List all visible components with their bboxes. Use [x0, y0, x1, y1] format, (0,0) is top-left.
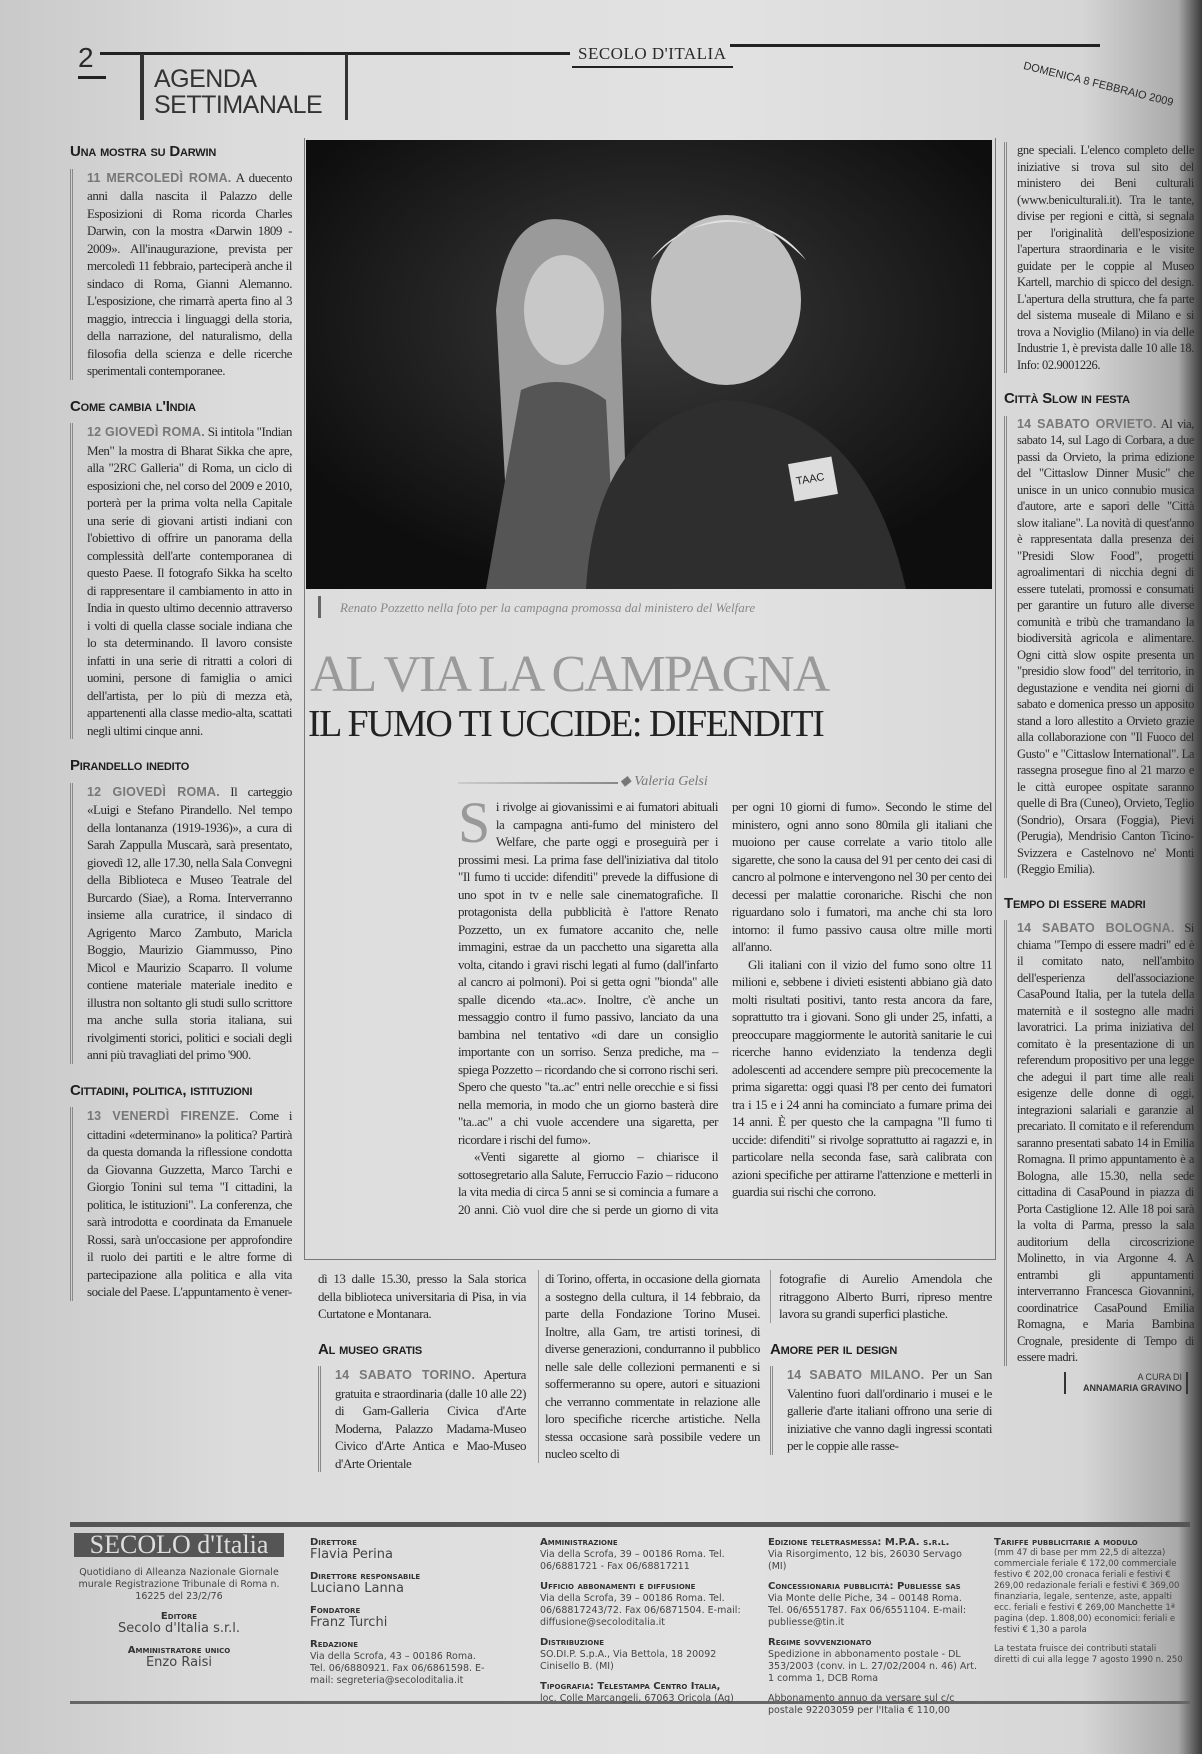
- section-body: [70, 783, 292, 1064]
- page-header: [70, 40, 1190, 120]
- sidebar-item-pirandello: [70, 757, 292, 1064]
- value: Abbonamento annuo da versare sul c/c postale 92203059 per l'Italia € 110,00: [768, 1693, 955, 1716]
- section-heading: Città Slow in festa: [1004, 390, 1130, 407]
- byline-author: Valeria Gelsi: [634, 774, 708, 789]
- section-heading: Amore per il design: [770, 1340, 898, 1358]
- signature-label: A CURA DI: [1137, 1371, 1182, 1382]
- value: loc. Colle Marcangeli, 67063 Oricola (Aq): [540, 1693, 734, 1704]
- editor-signature: [1064, 1372, 1188, 1394]
- section-heading: Una mostra su Darwin: [70, 143, 217, 160]
- man-face: [651, 215, 801, 385]
- value: Luciano Lanna: [310, 1581, 404, 1596]
- section-text: Si chiama "Tempo di essere madri" ed è il comitato nato, nell'ambito dell'esperienza dell'associazione CasaPound Italia, per la tutela della maternità e il sostegno alle madri lavoratrici. La prima iniziativa del comitato è la presentazione di un referendum propositivo per una legge che adegui il part time alle reali esigenze delle donne di oggi, integrazioni salariali e garanzie al precariato. Il comitato e il referendum saranno presentati sabato 14 in Emilia Romagna. Il primo appuntamento è a Bologna, alle 15.30, nella sede cittadina di CasaPound in piazza di Porta Castiglione 12. Alle 18 poi sarà la volta di Parma, presso la sala auditorium della circoscrizione Molinetto, in via Argonne 4. A entrambi gli appuntamenti interverranno Francesca Giovannini, coordinatrice CasaPound Emilia Romagna, e Maria Bambina Crognale, presidente di Tempo di essere madri.: [1017, 921, 1194, 1364]
- section-body: [70, 1107, 292, 1301]
- section-text: Il carteggio «Luigi e Stefano Pirandello. Nel tempo della lontananza (1919-1936)», a cura di Sarah Zappulla Muscarà, sarà presentato, giovedì 12, alle 17.30, nella Sala Convegni della Biblioteca e Museo Teatrale del Burcardo (Siae), a Roma. Interverranno insieme alla curatrice, il sindaco di Agrigento Marco Zambuto, Maricla Boggio, Maurizio Giammusso, Pino Micol e Maurizio Scaparro. Il volume contiene materiale materiale inedito e illustra non soltanto gli studi sullo scrittore ma anche sulla storia italiana, sui rivolgimenti storici, politici e sociali degli anni più travagliati del primo '900.: [87, 783, 292, 1062]
- label: Tariffe pubblicitarie a modulo: [994, 1537, 1138, 1548]
- event-date: 13 VENERDÌ FIRENZE.: [87, 1109, 240, 1123]
- section-title-box: [140, 54, 348, 120]
- headline-kicker: AL VIA LA CAMPAGNA: [310, 646, 829, 703]
- section-body: [770, 1270, 992, 1323]
- event-date: 14 SABATO BOLOGNA.: [1017, 921, 1175, 935]
- sidebar-item-india: [70, 398, 292, 740]
- value: La testata fruisce dei contributi statali diretti di cui alla legge 7 agosto 1990 n. 250: [994, 1644, 1183, 1665]
- section-text: fotografie di Aurelio Amendola che ritraggono Alberto Burri, ripreso mentre lavora su grandi superfici plastiche.: [779, 1271, 992, 1321]
- section-body: [318, 1270, 526, 1323]
- colophon-rates: [994, 1537, 1184, 1666]
- footer-logo: SECOLO d'Italia: [74, 1533, 284, 1557]
- event-date: 14 SABATO TORINO.: [335, 1368, 476, 1382]
- label: Tipografia: Telestampa Centro Italia,: [540, 1681, 721, 1692]
- header-rule-right: [730, 44, 1100, 47]
- value: SO.DI.P. S.p.A., Via Bettola, 18 20092 Cinisello B. (MI): [540, 1649, 717, 1672]
- design-column: [770, 1270, 992, 1455]
- section-text: A duecento anni dalla nascita il Palazzo delle Esposizioni di Roma ricorda Charles Darwin, con la mostra «Darwin 1809 - 2009». All'inaugurazione, prevista per mercoledì 11 febbraio, parteciperà anche il sindaco di Roma, Gianni Alemanno. L'esposizione, che rimarrà aperta fino al 3 maggio, intreccia i linguaggi della storia, della narrazione, del naturalismo, della filosofia della scienza e delle ricerche sperimentali contemporanee.: [87, 169, 292, 378]
- label: Direttore responsabile: [310, 1571, 421, 1582]
- label: Amministrazione: [540, 1537, 618, 1548]
- byline: [620, 773, 708, 790]
- event-date: 11 MERCOLEDÌ ROMA.: [87, 170, 232, 185]
- section-text: Al via, sabato 14, sul Lago di Corbara, a due passi da Orvieto, la prima edizione del "Cittaslow Dinner Music" che unisce in un unico connubio musica d'autore, arte e sapori delle "Città slow italiane". La novità di quest'anno è rappresentata dalla presenza dei "Presidi Slow Food", progetti agroalimentari di nicchia degni di essere tutelati, promossi e consumati per garantire un futuro alle diverse comunità e tribù che tramandano la biodiversità agricola e alimentare. Ogni città slow ospite presenta un "presidio slow food" del territorio, in degustazione e vendita nei giorni di sabato e domenica presso un apposito stand a loro allestito a Orvieto grazie alla collaborazione con "Il Fuoco del Gusto" e "Cittaslow International". La rassegna prosegue fino al 21 marzo e le città europee ospitate saranno quelle di Bra (Cuneo), Orvieto, Teglio (Sondrio), Orsara (Foggia), Pievi (Perugia), Mendrisio Canton Ticino-Svizzera e Castelnovo ne' Monti (Reggio Emilia).: [1017, 416, 1194, 876]
- page-number: 2: [78, 40, 106, 79]
- event-date: 14 SABATO ORVIETO.: [1017, 416, 1157, 431]
- headline: IL FUMO TI UCCIDE: DIFENDITI: [308, 703, 824, 745]
- article-paragraph: «Venti sigarette al giorno – chiarisce il sottosegretario alla Salute, Ferruccio Fazio – riducono la vita media di circa 5 anni se si comincia a fumare a 20 anni. Ciò vuol dire che si perde un giorno di vita per ogni 10 giorni di fumo». Secondo le stime del ministero, ogni anno sono 80mila gli italiani che muoiono per cause correlate a vario titolo alle sigarette, che sono la causa del 91 per cento dei casi di cancro al polmone e intervengono nel 30 per cento dei decessi per malattie coronariche. Rischi che non riguardano solo i fumatori, ma anche chi sta loro intorno: il fumo passivo causa oltre mille morti all'anno.: [458, 799, 992, 1217]
- value: Flavia Perina: [310, 1547, 393, 1562]
- right-column: [1004, 142, 1194, 1394]
- signature-name: ANNAMARIA GRAVINO: [1083, 1382, 1182, 1393]
- label: Redazione: [310, 1639, 358, 1650]
- section-body: [70, 423, 292, 739]
- section-text: Apertura gratuita e straordinaria (dalle 10 alle 22) di Gam-Galleria Civica d'Arte Moderna, Palazzo Madama-Museo Civico d'Arte Antica e Mao-Museo d'Arte Orientale: [335, 1367, 526, 1471]
- design-right-continuation: [1004, 142, 1194, 373]
- section-body: [770, 1366, 992, 1455]
- photo-caption: Renato Pozzetto nella foto per la campagna promossa dal ministero del Welfare: [340, 600, 756, 615]
- value: Franz Turchi: [310, 1615, 388, 1630]
- article-body: [458, 790, 992, 1218]
- section-text: gne speciali. L'elenco completo delle iniziative si trova sul sito del ministero dei Beni culturali (www.beniculturali.it). Tra le tante, divise per regioni e città, si segnala per l'originalità dell'esposizione l'apertura straordinaria e le visite guidate per le coppie al Museo Kartell, marchio di spicco del design. L'apertura della struttura, che fa parte del sistema museale di Milano e si trova a Noviglio (Milano) in via delle Industrie 1, è prevista dalle 10 alle 18. Info: 02.9001226.: [1017, 143, 1194, 372]
- value: Via della Scrofa, 43 – 00186 Roma. Tel. 06/6880921. Fax 06/6861598. E-mail: segreteria@secoloditalia.it: [310, 1651, 485, 1686]
- label: Concessionaria pubblicità: Publiesse sas: [768, 1581, 961, 1592]
- cittadini-continuation: [318, 1270, 526, 1472]
- colophon-editorial: [310, 1537, 490, 1687]
- section-text: dì 13 dalle 15.30, presso la Sala storica della biblioteca universitaria di Pisa, in via Curtatone e Montanara.: [318, 1271, 526, 1321]
- value: Enzo Raisi: [145, 1655, 213, 1670]
- value: Via della Scrofa, 39 – 00186 Roma. Tel. 06/6881721 - Fax 06/68817211: [540, 1549, 725, 1572]
- section-text: Come i cittadini «determinano» la politica? Partirà da questa domanda la riflessione condotta da Giovanna Guzzetta, Marco Tarchi e Giorgio Tonini sul tema "I cittadini, la politica, le istituzioni". La conferenza, che sarà introdotta e coordinata da Emanuele Rossi, sarà un'occasione per approfondire il ruolo dei partiti e le altre forme di partecipazione alla politica e alla vita sociale del Paese. L'appuntamento è vener-: [87, 1108, 292, 1299]
- tag-badge-text: TAAC: [795, 471, 826, 488]
- label: Edizione teletrasmessa: M.P.A. s.r.l.: [768, 1537, 950, 1548]
- issue-date: DOMENICA 8 FEBBRAIO 2009: [1022, 60, 1175, 109]
- sidebar-item-madri: [1004, 896, 1194, 1366]
- value: Via della Scrofa, 39 – 00186 Roma. Tel. 06/68817243/72. Fax 06/6871504. E-mail: diffusione@secoloditalia.it: [540, 1593, 741, 1628]
- section-heading: Pirandello inedito: [70, 757, 190, 774]
- section-title-line1: AGENDA: [154, 65, 257, 93]
- label: Editore: [160, 1611, 198, 1622]
- event-date: 12 GIOVEDÌ ROMA.: [87, 425, 205, 439]
- registration-text: Quotidiano di Alleanza Nazionale Giornale murale Registrazione Tribunale di Roma n. 16225 del 23/2/76: [78, 1567, 280, 1602]
- section-text: di Torino, offerta, in occasione della giornata a sostegno della cultura, il 14 febbraio, da parte della Fondazione Torino Musei. Inoltre, alla Gam, tre artisti torinesi, di diverse generazioni, condurranno il pubblico nelle sale delle collezioni permanenti e si soffermeranno su opere, autori e situazioni che verranno commentate in relazione alle loro specifiche ricerche artistiche. Nella stessa occasione sarà possibile vedere un nucleo scelto di: [545, 1271, 760, 1461]
- section-body: [70, 169, 292, 380]
- section-heading: Tempo di essere madri: [1004, 894, 1146, 912]
- article-paragraph: Gli italiani con il vizio del fumo sono oltre 11 milioni e, sebbene i divieti esistenti abbiano già dato molti risultati positivi, tanto resta ancora da fare, soprattutto tra i giovani. Sono gli under 25, infatti, a preoccupare maggiormente le autorità sanitarie le cui ricerche hanno evidenziato la tendenza degli adolescenti ad accendere sempre più precocemente la prima sigaretta: oggi quasi l'8 per cento dei fumatori tra i 15 e i 24 anni ha cominciato a fumare prima dei 14 anni. È per questo che la campagna "Il fumo ti uccide: difenditi" si rivolge soprattutto ai ragazzi e, in particolare nella seconda fase, sarà calibrata con azioni specifiche per attirarne l'attenzione e metterli in guardia sui rischi che corrono.: [732, 956, 992, 1199]
- value: Secolo d'Italia s.r.l.: [117, 1621, 241, 1636]
- section-body: [318, 1366, 526, 1472]
- value: Via Monte delle Piche, 34 – 00148 Roma. Tel. 06/6551787. Fax 06/6551104. E-mail: publiesse@tin.it: [768, 1593, 967, 1628]
- label: Regime sovvenzionato: [768, 1637, 872, 1648]
- article-paragraph: [458, 790, 718, 1148]
- label: Distribuzione: [540, 1637, 605, 1648]
- section-title-line2: SETTIMANALE: [154, 91, 323, 119]
- colophon-admin: [540, 1537, 750, 1705]
- girl-face: [524, 255, 604, 365]
- byline-rule: [458, 782, 618, 784]
- section-text: Si intitola "Indian Men" la mostra di Bharat Sikka che apre, alla "2RC Galleria" di Roma, un ciclo di esposizioni che, nel corso del 2009 e 2010, porterà per la prima volta nella Capitale una serie di giovani artisti indiani con l'obiettivo di offrire un panorama della complessità dell'arte contemporanea di questo Paese. Il fotografo Sikka ha scelto di rappresentare il cambiamento in atto in India in questo ultimo decennio attraverso i volti di quella classe sociale indiana che lo sta determinando. Il lavoro consiste infatti in una serie di ritratti a colori di uomini, persone di famiglia o amici dell'artista, per lo più di mezza età, appartenenti alla classe medio-alta, scattati negli ultimi cinque anni.: [87, 424, 292, 738]
- section-text: Per un San Valentino fuori dall'ordinario i musei e le gallerie d'arte italiani offrono una serie di iniziative che vanno dagli ingressi scontati per le coppie alle rasse-: [787, 1367, 992, 1453]
- label: Direttore: [310, 1537, 357, 1548]
- left-sidebar: [70, 143, 292, 1319]
- section-body: [1004, 416, 1194, 878]
- label: Amministratore unico: [127, 1645, 231, 1656]
- colophon: [70, 1522, 1190, 1716]
- section-heading: Al museo gratis: [318, 1340, 422, 1358]
- label: Fondatore: [310, 1605, 361, 1616]
- value: Spedizione in abbonamento postale - DL 353/2003 (conv. in L. 27/02/2004 n. 46) Art. 1 comma 1, DCB Roma: [768, 1649, 978, 1684]
- diamond-icon: ◆: [620, 774, 635, 789]
- colophon-ads: [768, 1537, 978, 1717]
- value: Via Risorgimento, 12 bis, 26030 Servago (MI): [768, 1549, 962, 1572]
- feature-photo: [306, 140, 992, 589]
- masthead: SECOLO D'ITALIA: [572, 42, 733, 68]
- section-heading: Come cambia l'India: [70, 397, 196, 415]
- event-date: 12 GIOVEDÌ ROMA.: [87, 784, 220, 799]
- sidebar-item-citta-slow: [1004, 391, 1194, 878]
- museo-continuation: [538, 1270, 760, 1463]
- label: Ufficio abbonamenti e diffusione: [540, 1581, 696, 1592]
- sidebar-item-darwin: [70, 143, 292, 380]
- colophon-publisher: [74, 1530, 284, 1679]
- photo-caption-bar: [318, 596, 321, 618]
- sidebar-item-cittadini: [70, 1082, 292, 1301]
- drop-cap: S: [458, 790, 490, 855]
- photo-image: [306, 140, 992, 589]
- value: (mm 47 di base per mm 22,5 di altezza) commerciale feriale € 172,00 commerciale festivo € 202,00 cronaca feriali e festivi € 269,00 redazionale feriali e festivi € 369,00 finanziaria, legale, sentenze, aste, appalti ecc. feriali e festivi € 269,00 Manchette 1ª pagina (dep. 1.808,00) economici: feriali e festivi € 1,30 a parola: [994, 1548, 1180, 1635]
- event-date: 14 SABATO MILANO.: [787, 1368, 925, 1382]
- section-heading: Cittadini, politica, istituzioni: [70, 1081, 253, 1099]
- paragraph-text: i rivolge ai giovanissimi e ai fumatori abituali la campagna anti-fumo del ministero del Welfare, che parte oggi e proseguirà per i prossimi mesi. La prima fase dell'iniziativa dal titolo "Il fumo ti uccide: difenditi" prevede la diffusione di uno spot in tv e nelle sale cinematografiche. Il protagonista della pubblicità è l'attore Renato Pozzetto, un ex fumatore accanito che, nelle immagini, estrae da un pacchetto una sigaretta alla volta, citando i gravi rischi legati al fumo (dall'infarto al cancro ai polmoni). Poi si getta ogni "bionda" alle spalle dicendo «ta..ac». Inoltre, c'è anche un messaggio contro il fumo passivo, lanciato da una bambina nel tentativo «di dare un consiglio importante con un sorriso. Senza prediche, ma – spiega Pozzetto – ricordando che si corrono rischi seri. Spero che questo "ta..ac" entri nelle orecchie e si fissi nella memoria, in modo che un giorno basterà dire "ta..ac" a chi vuole accendere una sigaretta, per ricordare i rischi del fumo».: [458, 799, 718, 1147]
- section-body: [1004, 920, 1194, 1366]
